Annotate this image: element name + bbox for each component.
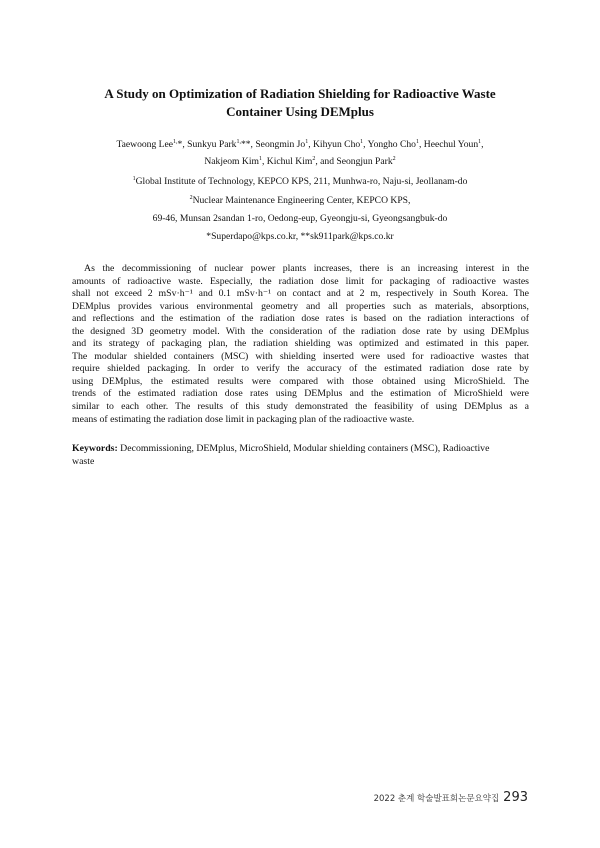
abstract-line: the designed 3D geometry model. With the consideration of the radiation dose rate by using DEMplus <box>72 325 529 337</box>
affiliation-mark: 2 <box>189 194 193 201</box>
abstract-line: amounts of radioactive waste. Especially, the radiation dose limit for packaging of radioactive wastes <box>72 275 529 287</box>
abstract-line: The modular shielded containers (MSC) with shielding inserted were used for radioactive wastes that <box>72 350 529 362</box>
affiliation-mark: 1 <box>132 175 136 182</box>
abstract-line: and its strategy of packaging plan, the radiation shielding was optimized and estimated in this paper. <box>72 338 529 350</box>
affiliation-1 <box>40 176 560 188</box>
title-line-2: Container Using DEMplus <box>226 104 374 119</box>
author-name: Nakjeom Kim <box>204 156 259 167</box>
author-affiliation-mark: 1 <box>305 138 309 145</box>
author-name: Sunkyu Park <box>187 139 237 150</box>
title-line-1: A Study on Optimization of Radiation Shielding for Radioactive Waste <box>104 86 496 101</box>
author-affiliation-mark: 1, <box>236 138 241 145</box>
author-affiliation-mark: 1 <box>360 138 364 145</box>
author-affiliation-mark: 1, <box>173 138 178 145</box>
author-name: Seongjun Park <box>336 156 393 167</box>
corresponding-mark: *, <box>177 139 188 150</box>
abstract-line: DEMplus provides various environmental geometry and all properties such as materials, absorptions, <box>72 300 529 312</box>
corresponding-mark: **, <box>240 139 256 150</box>
author-line-2: Nakjeom Kim$^1$, Kichul Kim$^2$, and Seongjun Park$^2$ <box>204 155 396 167</box>
author-name: Kihyun Cho <box>312 139 361 150</box>
author-name: Taewoong Lee <box>116 139 174 150</box>
author-line-1: Taewoong Lee$^{1,}$*, Sunkyu Park$^{1,}$**, Seongmin Jo$^1$, Kihyun Cho$^1$, Yongho Cho$^1$, Heechul Youn$^1$, <box>116 138 484 150</box>
author-affiliation-mark: 1 <box>478 138 482 145</box>
author-affiliation-mark: 2 <box>392 155 396 162</box>
author-name: Seongmin Jo <box>255 139 306 150</box>
abstract-line: using DEMplus, the estimated results were compared with those obtained using MicroShield. The <box>72 375 529 387</box>
keywords <box>72 443 529 468</box>
abstract-line: and reflections and the estimation of the radiation dose rates is based on the radiation interactions of <box>72 313 529 325</box>
abstract-line: shall not exceed 2 mSv·h⁻¹ and 0.1 mSv·h⁻¹ on contact and at 2 m, respectively in South Korea. The <box>72 288 529 300</box>
abstract-line: trends of the estimated radiation dose rates using DEMplus and the estimation of MicroShield were <box>72 388 529 400</box>
abstract-line: similar to each other. The results of this study demonstrated the feasibility of using DEMplus as a <box>72 401 529 413</box>
abstract-line: require shielded packaging. In order to verify the accuracy of the estimated radiation dose rate by <box>72 363 529 375</box>
keywords-text: waste <box>72 455 95 467</box>
author-affiliation-mark: 1 <box>258 155 262 162</box>
author-name: Kichul Kim <box>266 156 313 167</box>
abstract-line: means of estimating the radiation dose limit in packaging plan of the radioactive waste. <box>72 413 415 425</box>
abstract <box>72 263 529 426</box>
proceedings-title: 2022 춘계 학술발표회논문요약집 <box>373 794 500 804</box>
author-name: Heechul Youn <box>423 139 479 150</box>
abstract-line: As the decommissioning of nuclear power plants increases, there is an increasing interest in the <box>84 263 529 274</box>
author-name: Yongho Cho <box>367 139 416 150</box>
author-affiliation-mark: 2 <box>312 155 316 162</box>
page-footer <box>374 790 528 805</box>
keywords-text: Decommissioning, DEMplus, MicroShield, Modular shielding containers (MSC), Radioactive <box>117 443 490 454</box>
affiliation-text: Global Institute of Technology, KEPCO KPS, 211, Munhwa-ro, Naju-si, Jeollanam-do <box>135 176 468 187</box>
author-separator: , and <box>315 156 337 167</box>
affiliation-2 <box>40 195 560 207</box>
paper-title <box>60 85 540 121</box>
affiliation-2-address: 69-46, Munsan 2sandan 1-ro, Oedong-eup, Gyeongju-si, Gyeongsangbuk-do <box>152 213 448 224</box>
author-affiliation-mark: 1 <box>415 138 419 145</box>
keywords-label: Keywords: <box>72 443 118 454</box>
author-emails: *Superdapo@kps.co.kr, **sk911park@kps.co.kr <box>206 231 394 242</box>
affiliation-text: Nuclear Maintenance Engineering Center, KEPCO KPS, <box>192 195 411 206</box>
page-number: 293 <box>503 790 528 805</box>
